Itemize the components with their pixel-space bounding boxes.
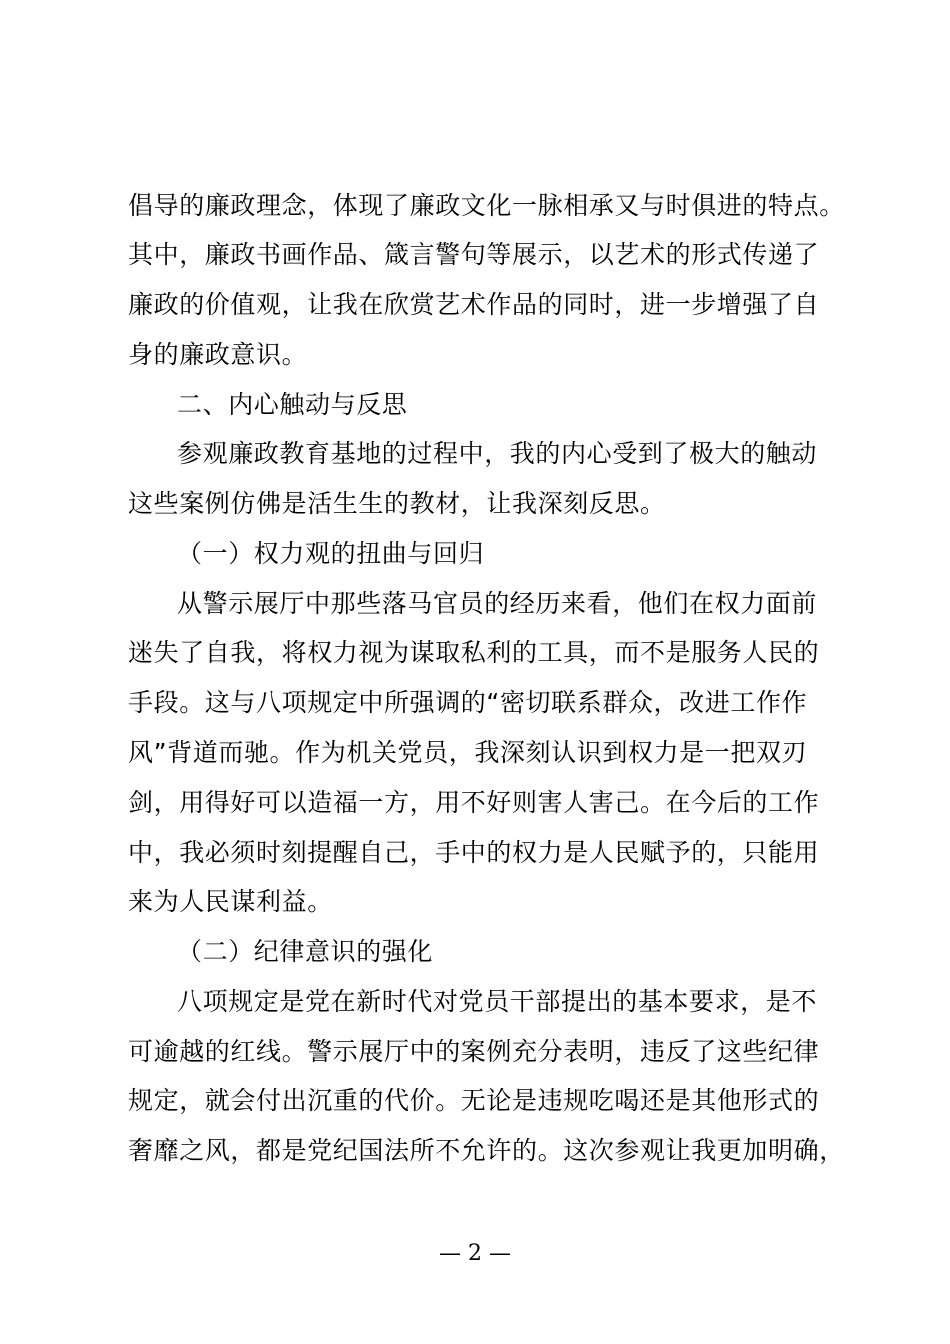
body-text-line: 迷失了自我，将权力视为谋取私利的工具，而不是服务人民的 (128, 638, 820, 667)
page-number: — 2 — (439, 1241, 511, 1266)
body-text-line: 其中，廉政书画作品、箴言警句等展示，以艺术的形式传递了 (128, 240, 820, 269)
body-text-line: 身的廉政意识。 (128, 340, 308, 369)
body-text-line: 倡导的廉政理念，体现了廉政文化一脉相承又与时俱进的特点。 (128, 191, 845, 220)
section-heading: 二、内心触动与反思 (177, 390, 408, 419)
body-text-line: 规定，就会付出沉重的代价。无论是违规吃喝还是其他形式的 (128, 1086, 820, 1115)
body-text-line: 中，我必须时刻提醒自己，手中的权力是人民赋予的，只能用 (128, 838, 820, 867)
body-text-line: 来为人民谋利益。 (128, 887, 333, 916)
subsection-heading: （二）纪律意识的强化 (177, 937, 434, 966)
body-text-line: 可逾越的红线。警示展厅中的案例充分表明，违反了这些纪律 (128, 1037, 820, 1066)
body-text-line: 这些案例仿佛是活生生的教材，让我深刻反思。 (128, 489, 666, 518)
body-text-line: 风”背道而驰。作为机关党员，我深刻认识到权力是一把双刃 (128, 738, 808, 767)
body-text-line: 廉政的价值观，让我在欣赏艺术作品的同时，进一步增强了自 (128, 290, 820, 319)
body-text-line: 奢靡之风，都是党纪国法所不允许的。这次参观让我更加明确， (128, 1136, 845, 1165)
subsection-heading: （一）权力观的扭曲与回归 (177, 539, 485, 568)
body-text-line: 剑，用得好可以造福一方，用不好则害人害己。在今后的工作 (128, 788, 820, 817)
body-text-line: 从警示展厅中那些落马官员的经历来看，他们在权力面前 (177, 589, 818, 618)
body-text-line: 八项规定是党在新时代对党员干部提出的基本要求，是不 (177, 987, 818, 1016)
body-text-line: 手段。这与八项规定中所强调的“密切联系群众，改进工作作 (128, 688, 808, 717)
body-text-line: 参观廉政教育基地的过程中，我的内心受到了极大的触动 (177, 439, 818, 468)
